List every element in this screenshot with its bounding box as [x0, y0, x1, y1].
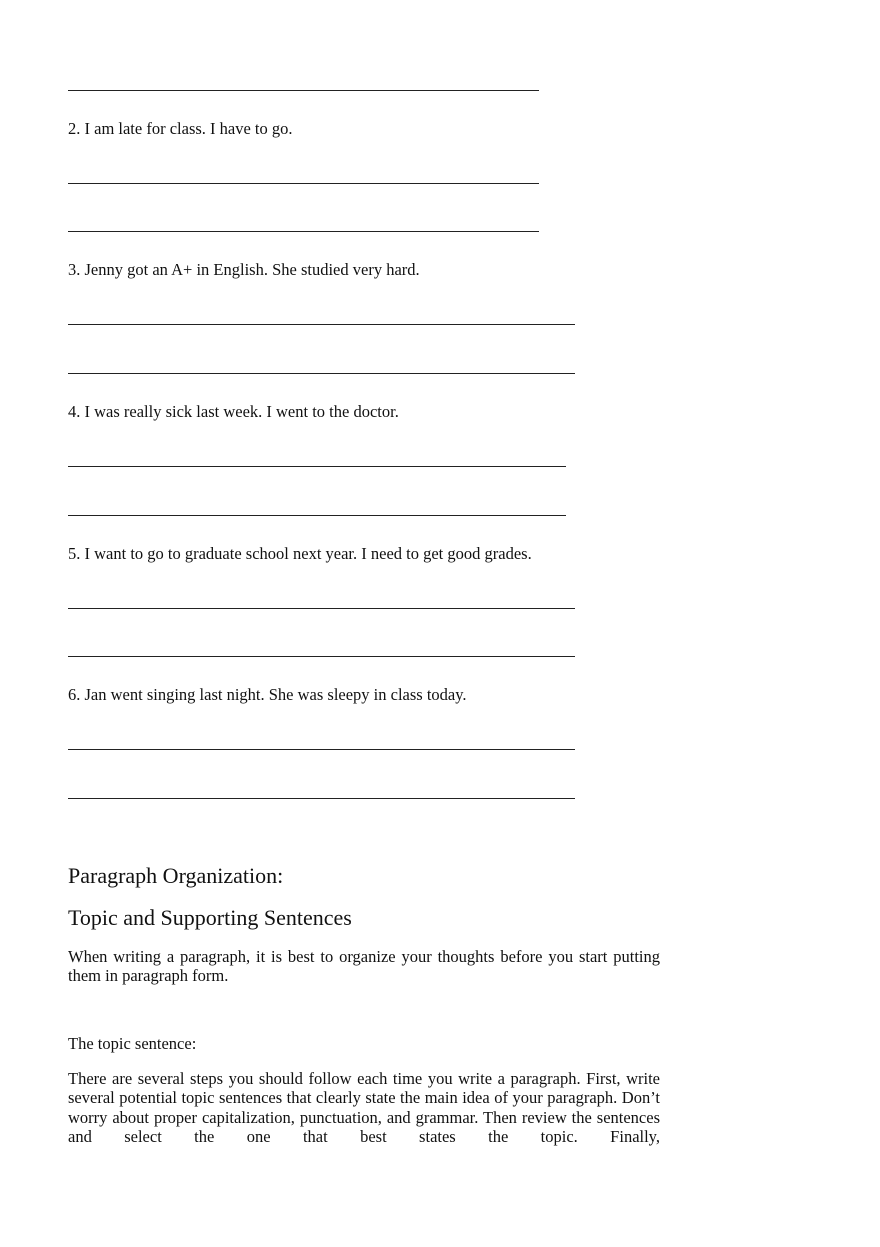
answer-line[interactable] — [68, 798, 575, 799]
exercise-item-5: 5. I want to go to graduate school next year. I need to get good grades. — [68, 544, 532, 563]
intro-paragraph: When writing a paragraph, it is best to organize your thoughts before you start putting them in paragraph form. — [68, 947, 660, 986]
exercise-item-4: 4. I was really sick last week. I went to the doctor. — [68, 402, 399, 421]
section-subtitle: Topic and Supporting Sentences — [68, 905, 352, 930]
answer-line[interactable] — [68, 656, 575, 657]
topic-sentence-paragraph: There are several steps you should follow each time you write a paragraph. First, write several potential topic sentences that clearly state the main idea of your paragraph. Don’t worry about proper capitalization, punctuation, and grammar. Then review the sentences and select the one that best states the topic. Finally, — [68, 1069, 660, 1147]
answer-line[interactable] — [68, 183, 539, 184]
answer-line[interactable] — [68, 324, 575, 325]
section-title: Paragraph Organization: — [68, 863, 284, 888]
answer-line[interactable] — [68, 231, 539, 232]
answer-line[interactable] — [68, 515, 566, 516]
answer-line[interactable] — [68, 466, 566, 467]
topic-sentence-label: The topic sentence: — [68, 1034, 197, 1053]
exercise-item-2: 2. I am late for class. I have to go. — [68, 119, 293, 138]
answer-line[interactable] — [68, 608, 575, 609]
answer-line[interactable] — [68, 749, 575, 750]
exercise-item-3: 3. Jenny got an A+ in English. She studied very hard. — [68, 260, 420, 279]
answer-line[interactable] — [68, 90, 539, 91]
exercise-item-6: 6. Jan went singing last night. She was sleepy in class today. — [68, 685, 467, 704]
answer-line[interactable] — [68, 373, 575, 374]
